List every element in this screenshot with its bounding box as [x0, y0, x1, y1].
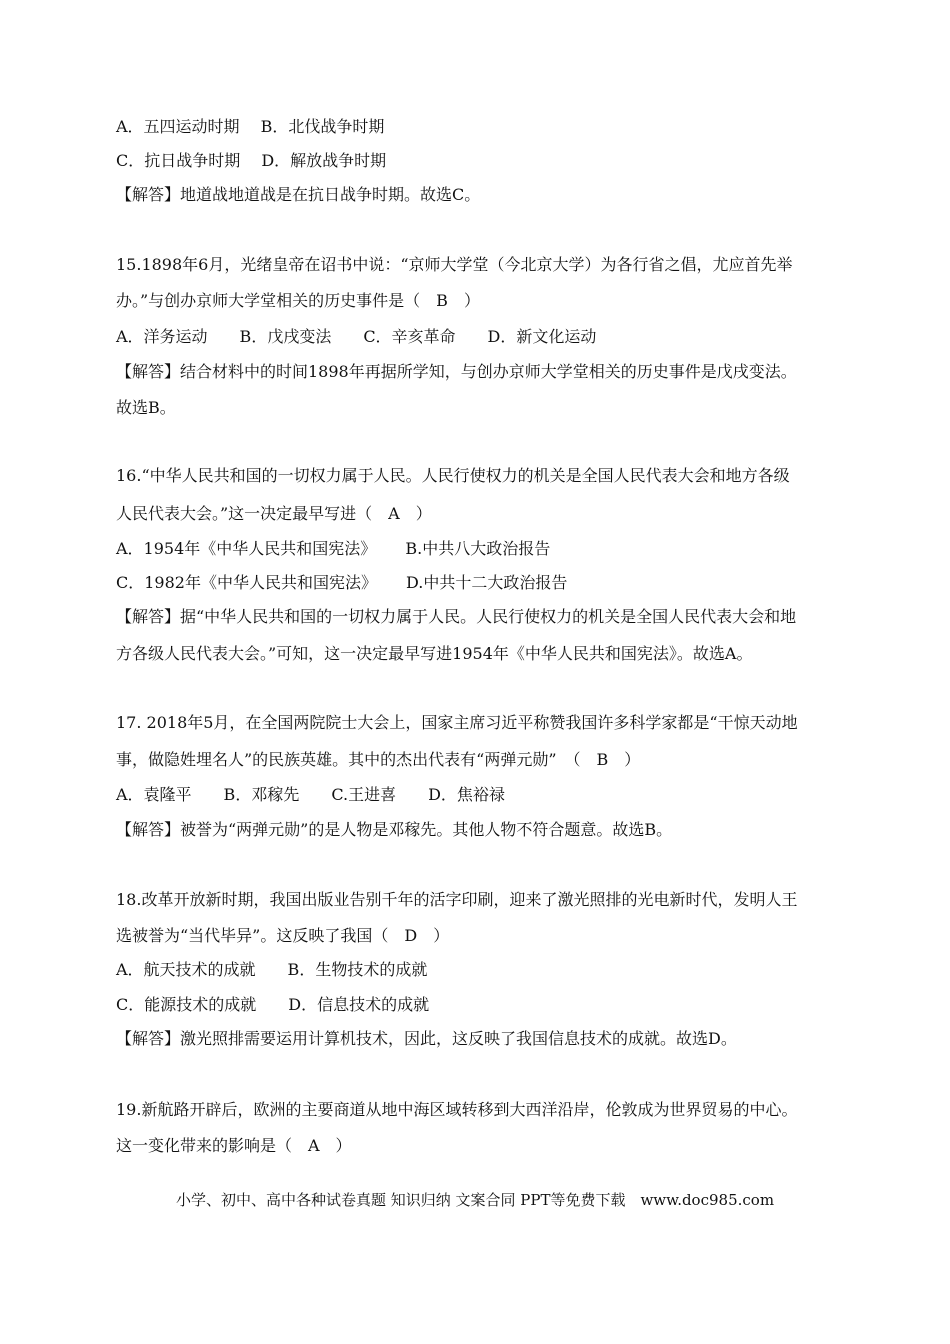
q16-options-ab: A．1954年《中华人民共和国宪法》 B.中共八大政治报告	[116, 539, 551, 558]
q17-stem-1: 17. 2018年5月，在全国两院院士大会上，国家主席习近平称赞我国许多科学家都是“干惊天动地	[116, 713, 798, 732]
page-footer: 小学、初中、高中各种试卷真题 知识归纳 文案合同 PPT等免费下载 www.doc985.com	[175, 1191, 775, 1209]
q19-stem-1: 19.新航路开辟后，欧洲的主要商道从地中海区域转移到大西洋沿岸，伦敦成为世界贸易的中心。	[116, 1100, 798, 1119]
q16-stem-2: 人民代表大会。”这一决定最早写进（ A ）	[116, 504, 432, 523]
q16-stem-1: 16.“中华人民共和国的一切权力属于人民。人民行使权力的机关是全国人民代表大会和地方各级	[116, 466, 790, 485]
q18-answer: 【解答】激光照排需要运用计算机技术，因此，这反映了我国信息技术的成就。故选D。	[116, 1029, 737, 1048]
q15-answer-2: 故选B。	[116, 398, 176, 417]
q17-options: A．袁隆平 B．邓稼先 C.王进喜 D．焦裕禄	[116, 785, 505, 804]
q14-answer: 【解答】地道战地道战是在抗日战争时期。故选C。	[116, 185, 481, 204]
q15-answer-1: 【解答】结合材料中的时间1898年再据所学知，与创办京师大学堂相关的历史事件是戊戌变法。	[116, 362, 797, 381]
q18-options-cd: C．能源技术的成就 D．信息技术的成就	[116, 995, 430, 1014]
q14-options-cd: C．抗日战争时期 D．解放战争时期	[116, 151, 387, 170]
q18-options-ab: A．航天技术的成就 B．生物技术的成就	[116, 960, 428, 979]
q15-stem-1: 15.1898年6月，光绪皇帝在诏书中说：“京师大学堂（今北京大学）为各行省之倡，尤应首先举	[116, 255, 793, 274]
q14-options-ab: A．五四运动时期 B．北伐战争时期	[116, 117, 385, 136]
q17-stem-2: 事，做隐姓埋名人”的民族英雄。其中的杰出代表有“两弹元勋” （ B ）	[116, 750, 641, 769]
q15-options: A．洋务运动 B．戊戌变法 C．辛亥革命 D．新文化运动	[116, 327, 597, 346]
q16-options-cd: C．1982年《中华人民共和国宪法》 D.中共十二大政治报告	[116, 573, 568, 592]
q16-answer-2: 方各级人民代表大会。”可知，这一决定最早写进1954年《中华人民共和国宪法》。故选A。	[116, 644, 753, 663]
q15-stem-2: 办。”与创办京师大学堂相关的历史事件是（ B ）	[116, 291, 480, 310]
q16-answer-1: 【解答】据“中华人民共和国的一切权力属于人民。人民行使权力的机关是全国人民代表大会和地	[116, 607, 797, 626]
q18-stem-2: 选被誉为“当代毕异”。这反映了我国（ D ）	[116, 926, 450, 945]
q17-answer: 【解答】被誉为“两弹元勋”的是人物是邓稼先。其他人物不符合题意。故选B。	[116, 820, 673, 839]
q18-stem-1: 18.改革开放新时期，我国出版业告别千年的活字印刷，迎来了激光照排的光电新时代，发明人王	[116, 890, 798, 909]
q19-stem-2: 这一变化带来的影响是（ A ）	[116, 1136, 352, 1155]
